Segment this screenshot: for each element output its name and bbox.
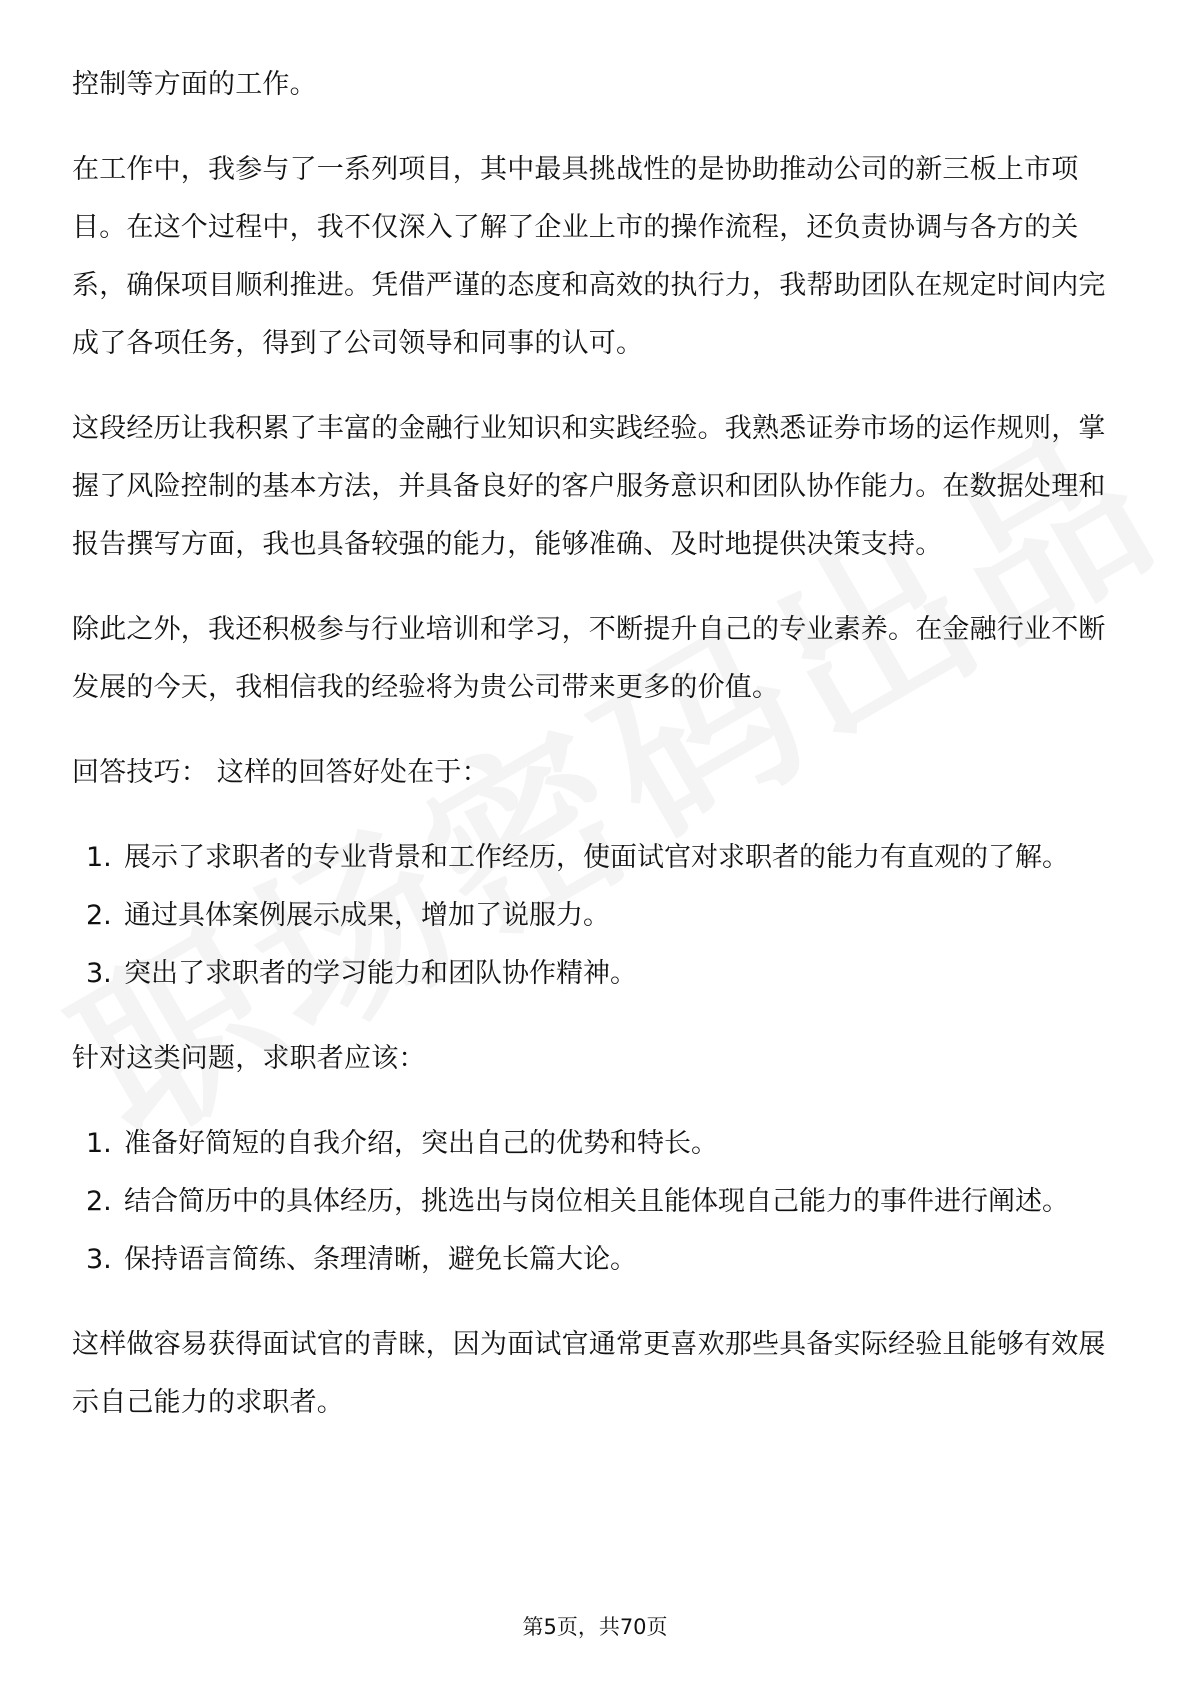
advice-list xyxy=(72,1115,1122,1289)
advice-heading: 针对这类问题，求职者应该： xyxy=(72,1043,426,1074)
paragraph: 除此之外，我还积极参与行业培训和学习，不断提升自己的专业素养。在金融行业不断发展的今天，我相信我的经验将为贵公司带来更多的价值。 xyxy=(72,614,1106,703)
list-item xyxy=(72,1115,1122,1173)
list-item-text: 展示了求职者的专业背景和工作经历，使面试官对求职者的能力有直观的了解。 xyxy=(124,842,1069,873)
list-item-text: 突出了求职者的学习能力和团队协作精神。 xyxy=(124,958,637,989)
list-item xyxy=(72,945,1122,1003)
list-item xyxy=(72,1231,1122,1289)
list-item-number: 2. xyxy=(86,1186,112,1217)
tips-list xyxy=(72,829,1122,1003)
list-item-text: 结合简历中的具体经历，挑选出与岗位相关且能体现自己能力的事件进行阐述。 xyxy=(124,1186,1069,1217)
list-item xyxy=(72,887,1122,945)
paragraph: 控制等方面的工作。 xyxy=(72,69,317,100)
page-content xyxy=(72,56,1122,1432)
list-item-number: 1. xyxy=(86,1128,112,1159)
list-item-number: 3. xyxy=(86,1244,112,1275)
list-item xyxy=(72,829,1122,887)
page-footer: 第5页，共70页 xyxy=(522,1615,668,1639)
paragraph: 在工作中，我参与了一系列项目，其中最具挑战性的是协助推动公司的新三板上市项目。在这个过程中，我不仅深入了解了企业上市的操作流程，还负责协调与各方的关系，确保项目顺利推进。凭借严谨的态度和高效的执行力，我帮助团队在规定时间内完成了各项任务，得到了公司领导和同事的认可。 xyxy=(72,154,1106,359)
list-item-number: 3. xyxy=(86,958,112,989)
list-item-text: 准备好简短的自我介绍，突出自己的优势和特长。 xyxy=(124,1128,718,1159)
list-item-text: 通过具体案例展示成果，增加了说服力。 xyxy=(124,900,610,931)
list-item-number: 2. xyxy=(86,900,112,931)
list-item xyxy=(72,1173,1122,1231)
paragraph: 这段经历让我积累了丰富的金融行业知识和实践经验。我熟悉证券市场的运作规则，掌握了风险控制的基本方法，并具备良好的客户服务意识和团队协作能力。在数据处理和报告撰写方面，我也具备较强的能力，能够准确、及时地提供决策支持。 xyxy=(72,413,1106,560)
tips-heading: 回答技巧： 这样的回答好处在于： xyxy=(72,757,489,788)
list-item-number: 1. xyxy=(86,842,112,873)
list-item-text: 保持语言简练、条理清晰，避免长篇大论。 xyxy=(124,1244,637,1275)
closing-paragraph: 这样做容易获得面试官的青睐，因为面试官通常更喜欢那些具备实际经验且能够有效展示自己能力的求职者。 xyxy=(72,1329,1106,1418)
